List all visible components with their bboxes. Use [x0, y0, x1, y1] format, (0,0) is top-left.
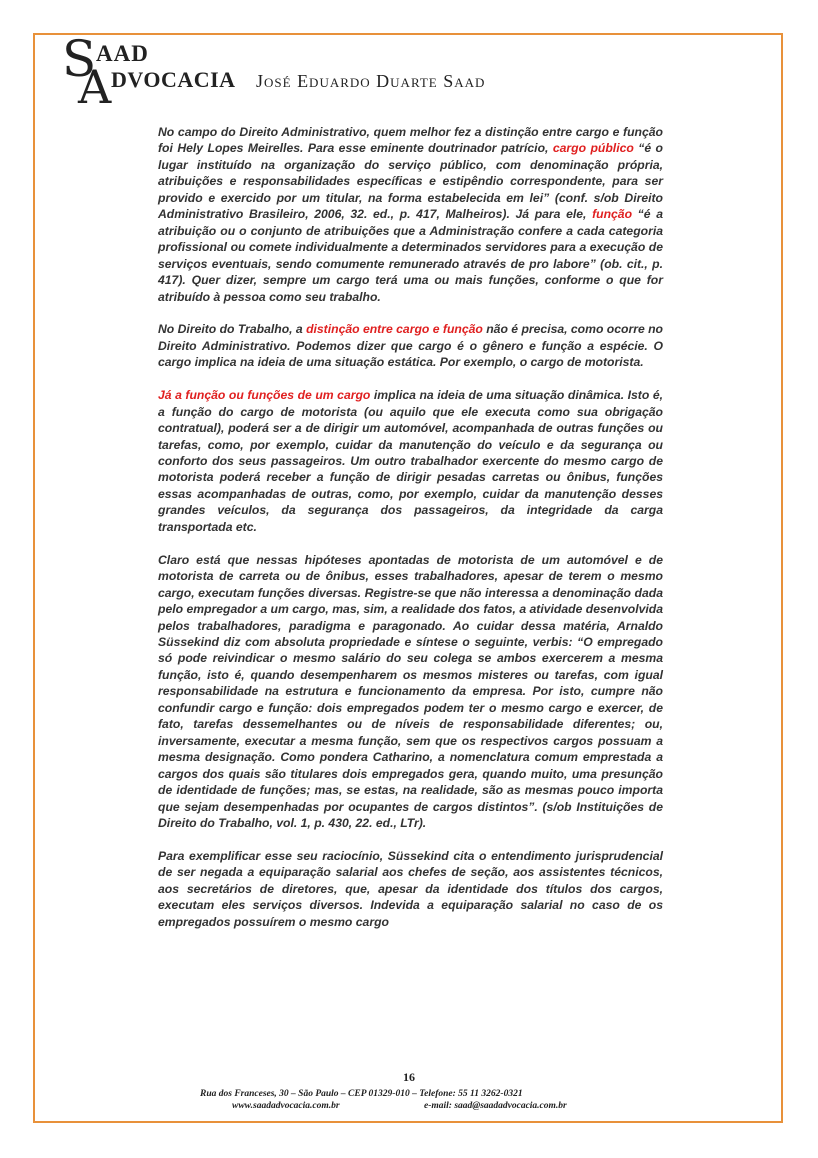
footer-email[interactable]: e-mail: saad@saadadvocacia.com.br: [424, 1101, 567, 1111]
paragraph-funcoes-cargo: [158, 387, 663, 535]
text-run: Claro está que nessas hipóteses apontadas de motorista de um automóvel e de motorista de carreta ou de ônibus, esses trabalhadores, apesar de terem o mesmo cargo, executam funções diversas. Registre-se que não interessa a denominação dada pelo empregador a um cargo, mas, sim, a realidade dos fatos, a atividade desenvolvida pelos trabalhadores, paradigma e paragonado. Ao cuidar dessa matéria, Arnaldo Süssekind diz com absoluta propriedade e síntese o seguinte, verbis: “O empregado só pode reivindicar o mesmo salário do seu colega se ambos exercerem a mesma função, isto é, quando desempenharem os mesmos misteres ou tarefas, com igual responsabilidade na estrutura e funcionamento da empresa. Por isto, cumpre não confundir cargo e função: dois empregados podem ter o mesmo cargo e exercer, de fato, tarefas dessemelhantes ou de níveis de responsabilidade diferentes; ou, inversamente, executar a mesma função, sem que os respectivos cargos possuam a mesma designação. Como pondera Catharino, a nomenclatura comum emprestada a cargos dos quais são titulares dois empregados gera, quando muito, uma presunção de identidade de funções; mas, se estas, na realidade, são as mesmas pouco importa que sejam desempenhadas por ocupantes de cargos distintos”. (s/ob Instituições de Direito do Trabalho, vol. 1, p. 430, 22. ed., LTr).: [158, 552, 663, 830]
paragraph-cargo-funcao-administrativo: [158, 124, 663, 305]
logo-letter-s: S: [62, 30, 97, 88]
highlight-cargo-publico: cargo público: [552, 141, 634, 156]
highlight-funcoes-cargo: Já a função ou funções de um cargo: [158, 388, 371, 403]
logo-text-aad: AAD: [96, 41, 149, 66]
text-run: não é precisa, como ocorre no Direito Administrativo. Podemos dizer que cargo é o gênero e função a espécie. O cargo implica na ideia de uma situação estática. Por exemplo, o cargo de motorista.: [158, 322, 664, 370]
footer-address: Rua dos Franceses, 30 – São Paulo – CEP 01329-010 – Telefone: 55 11 3262-0321: [200, 1089, 523, 1099]
highlight-distincao: distinção entre cargo e função: [306, 322, 483, 337]
document-body: [158, 124, 663, 947]
text-run: No Direito do Trabalho, a: [158, 322, 307, 337]
text-run: Para exemplificar esse seu raciocínio, Süssekind cita o entendimento jurisprudencial de ser negada a equiparação salarial aos chefes de seção, aos assistentes técnicos, aos secretários de diretores, que, apesar da identidade dos títulos dos cargos, executam eles serviços diversos. Indevida a equiparação salarial no caso de os empregados possuírem o mesmo cargo: [158, 848, 663, 929]
paragraph-sussekind-citation: [158, 552, 663, 832]
page-number: 16: [403, 1070, 415, 1084]
text-run: No campo do Direito Administrativo, quem melhor fez a distinção entre cargo e função foi Hely Lopes Meirelles. Para esse eminente doutrinador patrício,: [158, 125, 663, 156]
paragraph-equiparacao-salarial: [158, 848, 663, 930]
footer-website[interactable]: www.saadadvocacia.com.br: [232, 1101, 340, 1111]
highlight-funcao: função: [592, 207, 633, 222]
text-run: “é a atribuição ou o conjunto de atribuições que a Administração confere a cada categoria profissional ou comete individualmente a determinados servidores para a execução de serviços eventuais, sendo comumente remunerado através de pro labore” (ob. cit., p. 417). Quer dizer, sempre um cargo terá uma ou mais funções, conforme o que for atribuído à pessoa como seu trabalho.: [158, 207, 663, 304]
paragraph-direito-trabalho: [158, 321, 663, 370]
logo-letter-a: A: [78, 60, 112, 114]
header-author-name: José Eduardo Duarte Saad: [256, 71, 486, 91]
text-run: implica na ideia de uma situação dinâmica. Isto é, a função do cargo de motorista (ou aquilo que ele executa como sua obrigação contratual), poderá ser a de dirigir um automóvel, acompanhada de outras funções ou tarefas, como, por exemplo, cuidar da manutenção do veículo e da segurança ou conforto dos seus passageiros. Um outro trabalhador exercente do mesmo cargo de motorista poderá receber a função de dirigir pesadas carretas ou ônibus, funções essas acompanhadas de outras, como, por exemplo, cuidar da manutenção desses grandes veículos, da segurança dos passageiros, da integridade da carga transportada etc.: [158, 388, 663, 534]
logo-text-dvocacia: DVOCACIA: [111, 67, 236, 92]
text-run: “é o lugar instituído na organização do serviço público, com denominação própria, atribuições e responsabilidades específicas e estipêndio correspondente, para ser provido e exercido por um titular, na forma estabelecida em lei” (conf. s/ob Direito Administrativo Brasileiro, 2006, 32. ed., p. 417, Malheiros). Já para ele,: [158, 141, 664, 222]
